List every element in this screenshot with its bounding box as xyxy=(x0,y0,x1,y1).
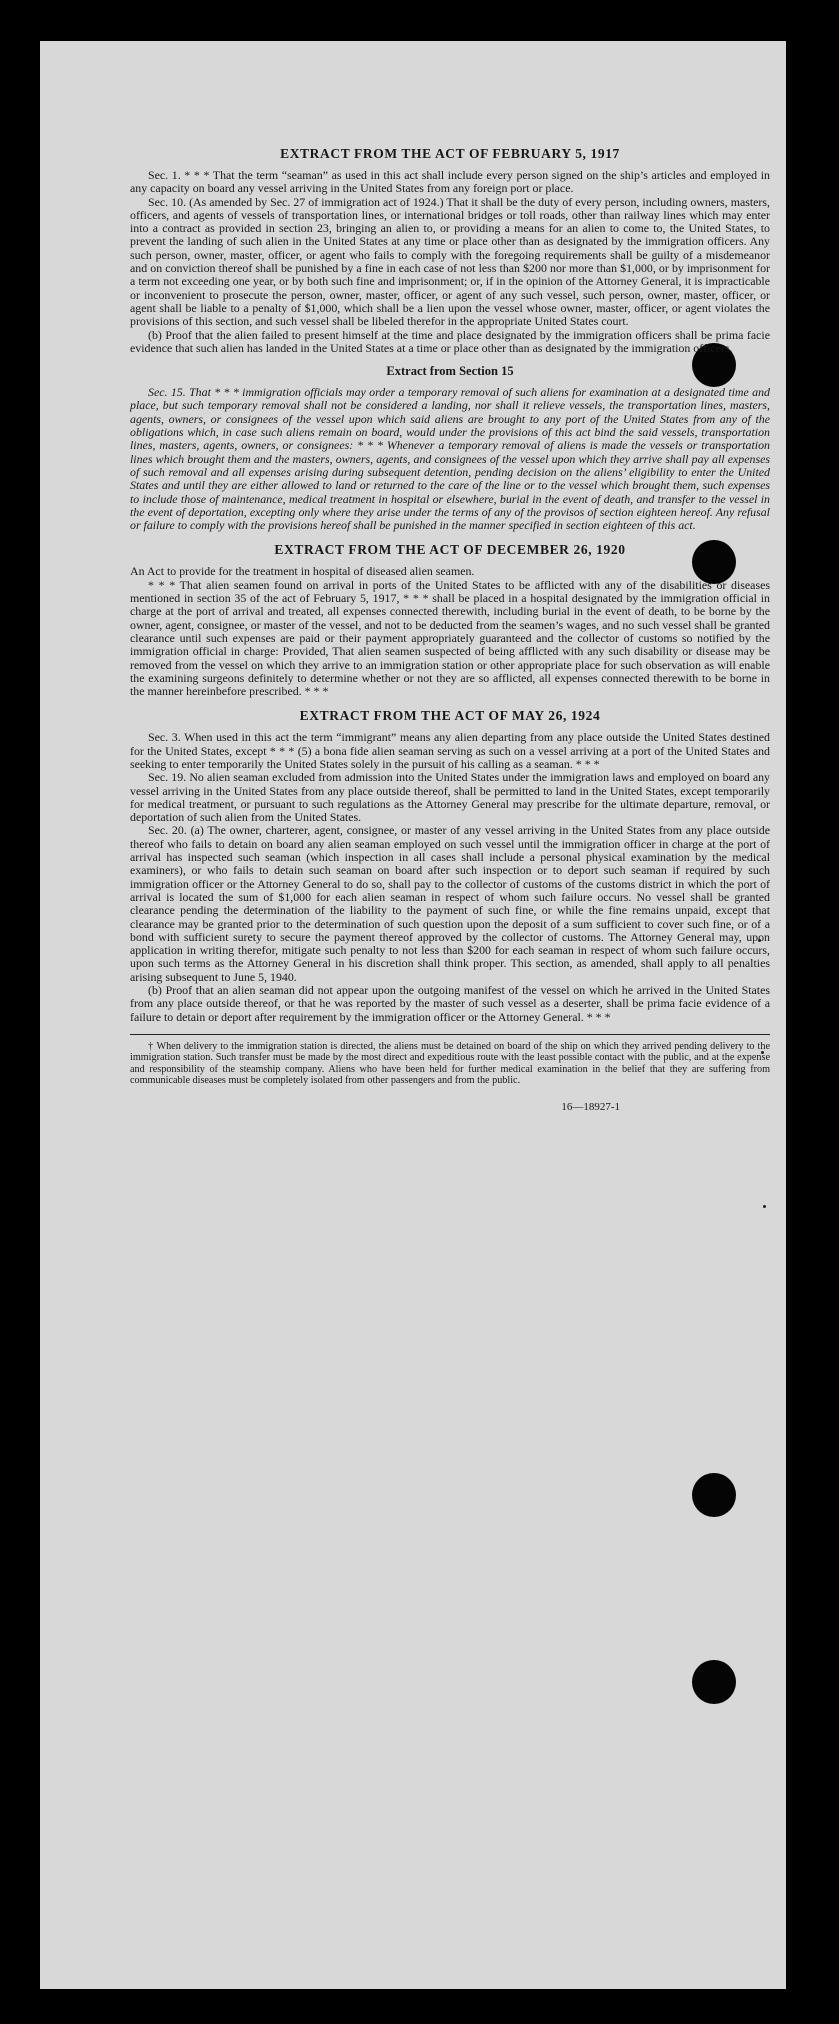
footnote-divider xyxy=(130,1034,770,1035)
form-number: 16—18927-1 xyxy=(561,1100,620,1113)
heading-act-1917: EXTRACT FROM THE ACT OF FEBRUARY 5, 1917 xyxy=(280,146,620,161)
heading-act-1924: EXTRACT FROM THE ACT OF MAY 26, 1924 xyxy=(299,708,601,724)
paragraph-act-1920-body: * * * That alien seamen found on arrival in ports of the United States to be afflicted with any of the disabilities or diseases mentioned in section 35 of the act of February 5, 1917, * * * shall be placed in a hospital designated by the immigration official in charge at the port of arrival and treated, all expenses connected therewith, including burial in the event of death, to be borne by the owner, agent, consignee, or master of the vessel, and not to be deducted from the seamen’s wages, and no such vessel shall be granted clearance until such expenses are paid or their payment appropriately guaranteed and the collector of customs so notified by the immigration official in charge: Provided, That alien seamen suspected of being afflicted with any such disability or disease may be removed from the vessel on which they arrive to an immigration station or other appropriate place for such observation as will enable the examining surgeons definitely to determine whether or not they are so afflicted, all expenses connected therewith to be borne in the manner hereinbefore prescribed. * * * xyxy=(130,577,770,699)
paragraph-sec-20b: (b) Proof that an alien seaman did not appear upon the outgoing manifest of the vessel on which he arrived in the United States from any place outside thereof, or that he was reported by the master of such vessel as a deserter, shall be prima facie evidence of a failure to detain or deport after requirement by the immigration officer or the Attorney General. * * * xyxy=(130,983,770,1024)
paragraph-sec-20: Sec. 20. (a) The owner, charterer, agent, consignee, or master of any vessel arriving in the United States from any place outside thereof who fails to detain on board any alien seaman employed on such vessel until the immigration officer in charge at the port of arrival has inspected such seaman (which inspection in all cases shall include a personal physical examination by the medical examiners), or who fails to detain such seaman on board after such inspection or to deport such seaman if required by such immigration officer or the Attorney General to do so, shall pay to the collector of customs of the customs district in which the port of arrival is located the sum of $1,000 for each alien seaman in respect of whom such failure occurs. No vessel shall be granted clearance pending the determination of the liability to the payment of such fine, or while the fine remains unpaid, except that clearance may be granted prior to the determination of such question upon the deposit of a sum sufficient to cover such fine, or of a bond with sufficient surety to secure the payment thereof approved by the collector of customs. The Attorney General may, upon application in writing therefor, mitigate such penalty to not less than $200 for each seaman in respect of whom such failure occurs, upon such terms as the Attorney General in his discretion shall think proper. This section, as amended, shall apply to all penalties arising subsequent to June 5, 1940. xyxy=(130,823,770,984)
document-body xyxy=(130,146,770,1114)
document-page xyxy=(40,41,786,1989)
paragraph-sec-19: Sec. 19. No alien seaman excluded from admission into the United States under the immigration laws and employed on board any vessel arriving in the United States from any place outside thereof, shall be permitted to land in the United States, except temporarily for medical treatment, or pursuant to such regulations as the Attorney General may prescribe for the ultimate departure, removal, or deportation of such alien from the United States. xyxy=(130,770,770,825)
punch-hole xyxy=(692,1660,736,1704)
page-speck xyxy=(763,1205,766,1208)
heading-act-1920: EXTRACT FROM THE ACT OF DECEMBER 26, 1920 xyxy=(274,542,626,558)
footnote: † When delivery to the immigration station is directed, the aliens must be detained on board of the ship on which they arrived pending delivery to the immigration station. Such transfer must be made by the most direct and expeditious route with the least possible contact with the public, and at the expense and responsibility of the steamship company. Aliens who have been held for further medical examination in the belief that they are suffering from communicable diseases must be completely isolated from other passengers and from the public. xyxy=(130,1040,770,1087)
paragraph-sec-1: Sec. 1. * * * That the term “seaman” as used in this act shall include every person signed on the ship’s articles and employed in any capacity on board any vessel arriving in the United States from any foreign port or place. xyxy=(130,168,770,196)
paragraph-sec-10: Sec. 10. (As amended by Sec. 27 of immigration act of 1924.) That it shall be the duty of every person, including owners, masters, officers, and agents of vessels of transportation lines, or international bridges or toll roads, other than railway lines which may enter into a contract as provided in section 23, bringing an alien to, or providing a means for an alien to come to, the United States, to prevent the landing of such alien in the United States at any time or place other than as designated by the immigration officers. Any such person, owner, master, officer, or agent who fails to comply with the foregoing requirements shall be guilty of a misdemeanor and on conviction thereof shall be punished by a fine in each case of not less than $200 nor more than $1,000, or by imprisonment for a term not exceeding one year, or by both such fine and imprisonment; or, if in the opinion of the Attorney General, it is impracticable or inconvenient to prosecute the person, owner, master, officer, or agent of any such vessel, such person, owner, master, officer, or agent shall be liable to a penalty of $1,000, which shall be a lien upon the vessel whose owner, master, officer, or agent violates the provisions of this section, and such vessel shall be libeled therefor in the appropriate United States court. xyxy=(130,194,770,329)
paragraph-act-1920-title: An Act to provide for the treatment in hospital of diseased alien seamen. xyxy=(130,564,475,579)
punch-hole xyxy=(692,1473,736,1517)
paragraph-sec-15: Sec. 15. That * * * immigration officials may order a temporary removal of such aliens for examination at a designated time and place, but such temporary removal shall not be considered a landing, nor shall it relieve vessels, the transportation lines, masters, agents, owners, or consignees of the vessel upon which said aliens are brought to any port of the United States from any of the obligations which, in case such aliens remain on board, would under the provisions of this act bind the said vessels, transportation lines, masters, agents, owners, or consignees: * * * Whenever a temporary removal of aliens is made the vessels or transportation lines which brought them and the masters, owners, agents, and consignees of the vessel upon which they arrive shall pay all expenses of such removal and all expenses arising during subsequent detention, pending decision on the aliens’ eligibility to enter the United States and until they are either allowed to land or returned to the care of the line or to the vessel which brought them, such expenses to include those of maintenance, medical treatment in hospital or elsewhere, burial in the event of death, and transfer to the vessel in the event of deportation, excepting only where they arise under the terms of any of the provisos of section eighteen hereof. Any refusal or failure to comply with the provisions hereof shall be punished in the manner specified in section eighteen of this act. xyxy=(130,385,770,533)
paragraph-sec-3: Sec. 3. When used in this act the term “immigrant” means any alien departing from any place outside the United States destined for the United States, except * * * (5) a bona fide alien seaman serving as such on a vessel arriving at a port of the United States and seeking to enter temporarily the United States solely in the pursuit of his calling as a seaman. * * * xyxy=(130,730,770,771)
subheading-section-15: Extract from Section 15 xyxy=(386,364,514,379)
paragraph-sec-10b: (b) Proof that the alien failed to present himself at the time and place designated by the immigration officers shall be prima facie evidence that such alien has landed in the United States at a time or place other than as designated by the immigration officers. xyxy=(130,327,770,355)
